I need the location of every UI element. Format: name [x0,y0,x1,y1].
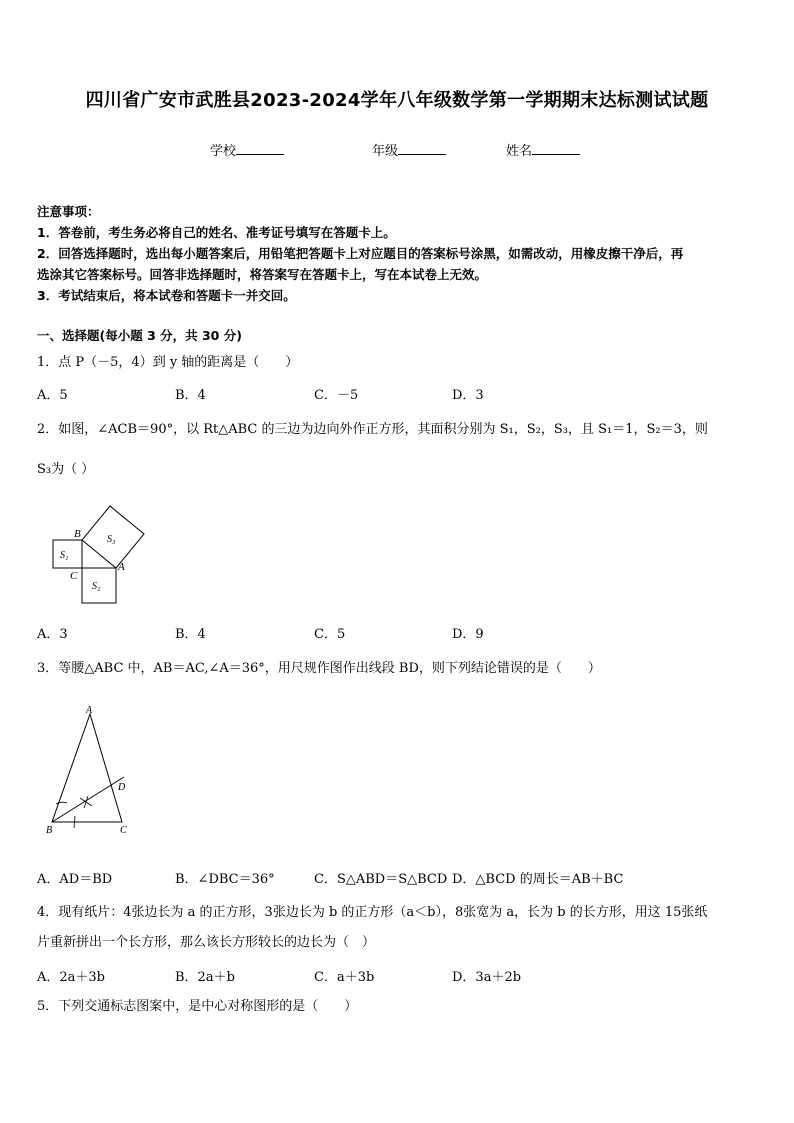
grade-label: 年级 [372,144,399,159]
q1-stem: 1．点 P（－5，4）到 y 轴的距离是（ ） [37,355,299,370]
q1-option-a: A．5 [37,388,68,403]
q4-option-c: C．a＋3b [314,970,375,985]
q2-label-a: A [118,561,125,573]
q5-stem: 5．下列交通标志图案中，是中心对称图形的是（ ） [37,999,358,1014]
q3-label-d: D [118,782,126,793]
name-blank [532,142,580,155]
q3-option-d: D．△BCD 的周长＝AB＋BC [452,872,624,887]
note-item-2-cont: 选涂其它答案标号。回答非选择题时，将答案写在答题卡上，写在本试卷上无效。 [37,267,488,282]
section-heading: 一、选择题(每小题 3 分，共 30 分) [37,328,242,343]
q4-option-a: A．2a＋3b [37,970,106,985]
grade-field [372,140,446,159]
q3-option-a: A．AD＝BD [37,872,113,887]
q2-label-s2: S₂ [92,581,101,592]
q3-figure-triangle [42,702,142,838]
q3-stem: 3．等腰△ABC 中，AB＝AC,∠A＝36°，用尺规作图作出线段 BD，则下列结论错误的是（ ） [37,661,601,676]
note-item-1: 1．答卷前，考生务必将自己的姓名、准考证号填写在答题卡上。 [37,225,396,240]
q2-label-s1: S₁ [60,550,69,561]
note-item-2: 2．回答选择题时，选出每小题答案后，用铅笔把答题卡上对应题目的答案标号涂黑，如需改动，用橡皮擦干净后，再 [37,246,684,261]
q2-option-d: D．9 [452,627,484,642]
name-label: 姓名 [506,144,533,159]
q1-option-c: C．－5 [314,388,359,403]
school-label: 学校 [210,144,237,159]
q2-figure-squares [45,500,155,610]
notes-heading: 注意事项： [37,204,100,219]
q3-label-b: B [46,825,53,836]
q2-stem: 2．如图，∠ACB＝90°，以 Rt△ABC 的三边为边向外作正方形，其面积分别为 S₁，S₂，S₃，且 S₁＝1，S₂＝3，则 [37,422,708,437]
school-field [210,140,284,159]
q2-label-b: B [74,528,81,540]
note-item-3: 3．考试结束后，将本试卷和答题卡一并交回。 [37,288,296,303]
q3-label-a: A [86,705,93,716]
q4-stem: 4．现有纸片：4张边长为 a 的正方形，3张边长为 b 的正方形（a＜b），8张宽为 a，长为 b 的长方形，用这 15张纸 [37,905,708,920]
q2-option-c: C．5 [314,627,346,642]
page-title: 四川省广安市武胜县2023-2024学年八年级数学第一学期期末达标测试试题 [85,90,709,111]
q2-stem-cont: S₃为（ ） [37,462,95,477]
q4-option-b: B．2a＋b [175,970,235,985]
q2-label-c: C [70,570,78,582]
q2-label-s3: S₃ [107,534,116,545]
q1-option-d: D．3 [452,388,484,403]
q3-label-c: C [120,825,127,836]
school-blank [236,142,284,155]
q3-option-c: C．S△ABD＝S△BCD [314,872,448,887]
q4-stem-cont: 片重新拼出一个长方形，那么该长方形较长的边长为（ ） [37,935,376,950]
name-field [506,140,580,159]
q3-option-b: B．∠DBC＝36° [175,872,275,887]
q1-option-b: B．4 [175,388,206,403]
q2-option-b: B．4 [175,627,206,642]
grade-blank [398,142,446,155]
q4-option-d: D．3a＋2b [452,970,522,985]
q2-option-a: A．3 [37,627,68,642]
